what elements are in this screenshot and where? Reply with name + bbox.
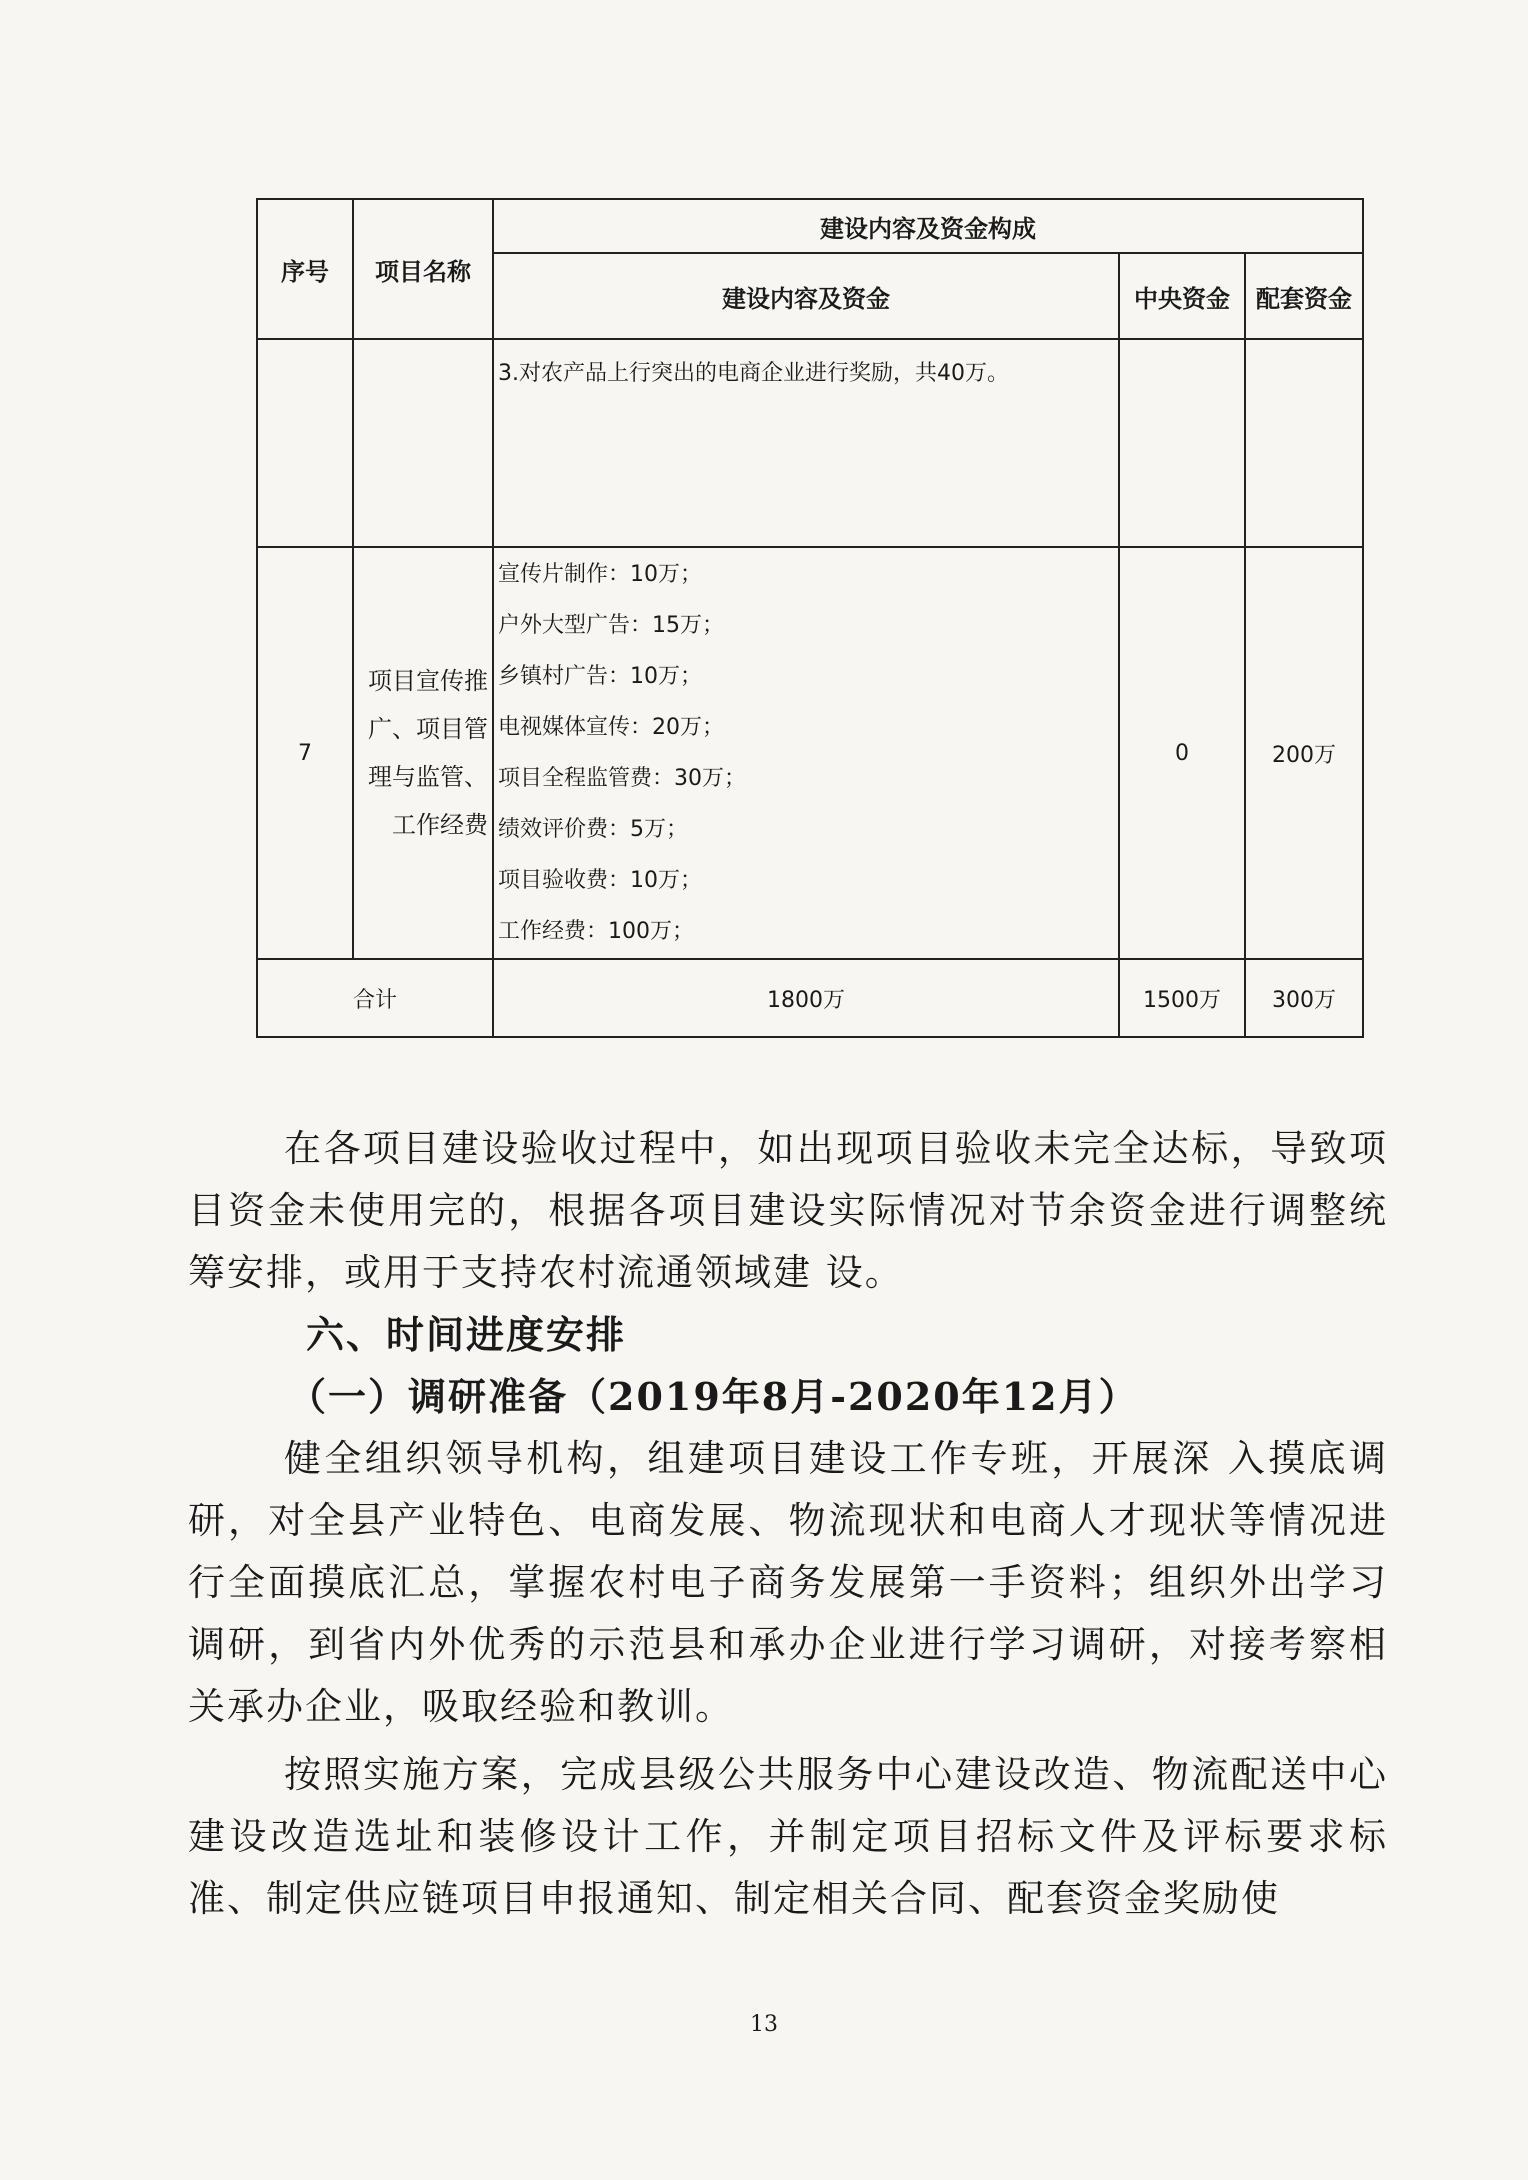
paragraph-fund-adjustment: 在各项目建设验收过程中，如出现项目验收未完全达标，导致项目资金未使用完的，根据各项目建设实际情况对节余资金进行调整统筹安排，或用于支持农村流通领域建 设。: [188, 1127, 1388, 1294]
budget-table: [256, 198, 1364, 1038]
section-heading: 六、时间进度安排: [306, 1312, 627, 1357]
list-item: 电视媒体宣传：20万；: [498, 715, 724, 740]
cell-central-funds: 0: [1119, 547, 1245, 959]
table-total-row: [257, 959, 1363, 1037]
cell-matching-funds: 200万: [1245, 547, 1363, 959]
body-text: [188, 1118, 1388, 1930]
list-item: 户外大型广告：15万；: [498, 613, 724, 638]
cell-empty: [1245, 339, 1363, 547]
name-line: 广、项目管: [368, 715, 488, 743]
table-row: [257, 547, 1363, 959]
cell-project-name: [353, 547, 493, 959]
list-item: 绩效评价费：5万；: [498, 817, 688, 842]
paragraph-implementation: 按照实施方案，完成县级公共服务中心建设改造、物流配送中心建设改造选址和装修设计工作，并制定项目招标文件及评标要求标准、制定供应链项目申报通知、制定相关合同、配套资金奖励使: [188, 1753, 1388, 1920]
cell-seq: 7: [257, 547, 353, 959]
list-item: 乡镇村广告：10万；: [498, 664, 702, 689]
cell-content-list: [493, 547, 1119, 959]
cell-empty: [1119, 339, 1245, 547]
name-line: 项目宣传推: [368, 667, 488, 695]
header-seq: 序号: [257, 199, 353, 339]
paragraph-research: 健全组织领导机构，组建项目建设工作专班，开展深 入摸底调研，对全县产业特色、电商发展、物流现状和电商人才现状等情况进行全面摸底汇总，掌握农村电子商务发展第一手资料；组织外出学习调研，到省内外优秀的示范县和承办企业进行学习调研，对接考察相关承办企业，吸取经验和教训。: [188, 1437, 1388, 1728]
header-content: 建设内容及资金: [493, 253, 1119, 339]
header-central-funds: 中央资金: [1119, 253, 1245, 339]
subsection-heading: （一）调研准备（2019年8月-2020年12月）: [288, 1374, 1139, 1419]
list-item: 工作经费：100万；: [498, 919, 694, 944]
total-matching: 300万: [1245, 959, 1363, 1037]
name-line: 理与监管、: [368, 763, 488, 791]
page-number: 13: [750, 2012, 778, 2037]
header-project-name: 项目名称: [353, 199, 493, 339]
header-content-group: 建设内容及资金构成: [493, 199, 1363, 253]
list-item: 项目验收费：10万；: [498, 868, 702, 893]
total-label: 合计: [257, 959, 493, 1037]
total-central: 1500万: [1119, 959, 1245, 1037]
list-item: 宣传片制作：10万；: [498, 562, 702, 587]
name-line: 工作经费: [392, 811, 488, 839]
cell-empty: [353, 339, 493, 547]
header-matching-funds: 配套资金: [1245, 253, 1363, 339]
list-item: 项目全程监管费：30万；: [498, 766, 746, 791]
cell-empty: [257, 339, 353, 547]
total-content: 1800万: [493, 959, 1119, 1037]
table-row: [257, 339, 1363, 547]
cell-content: 3.对农产品上行突出的电商企业进行奖励，共40万。: [493, 339, 1119, 547]
